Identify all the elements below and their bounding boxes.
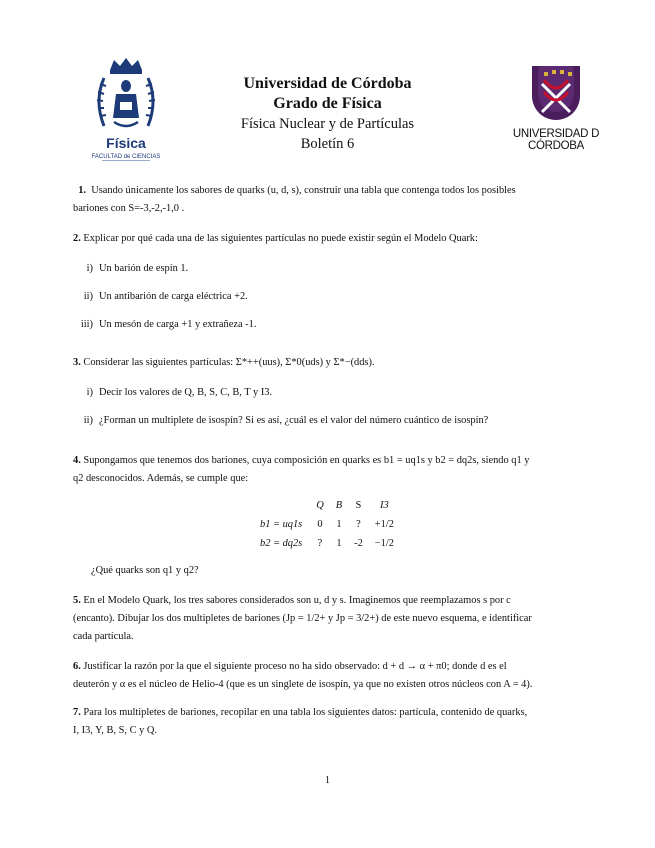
table-header-row [254,496,400,515]
page-number: 1 [324,775,331,786]
university-logo [486,66,626,152]
header-block [190,74,465,154]
table-row [254,534,400,553]
table-cell: 1 [336,519,342,530]
problem-2-item-1: i) Un barión de espín 1. [86,263,189,274]
table-cell: ? [356,519,361,530]
university-name: Universidad de Córdoba [243,75,412,92]
table-header: S [355,500,362,511]
problem-number: 3 [73,357,79,368]
problem-text-line: Supongamos que tenemos dos bariones, cuya composición en quarks es b1 = uq1s y b2 = dq2s, siendo q1 y [83,455,530,466]
course-name: Física Nuclear y de Partículas [240,116,415,132]
table-cell: 0 [317,519,323,530]
problem-3-item-1: i) Decir los valores de Q, B, S, C, B, T y I3. [86,387,273,398]
quantum-numbers-table [254,496,400,553]
problem-text-line: Justificar la razón por la que el siguiente proceso no ha sido observado: d + d → α + π0; donde d es el [83,661,507,672]
problem-6: 6. Justificar la razón por la que el siguiente proceso no ha sido observado: d + d → α + π0; donde d es el deuterón y α es el núcleo de Helio-4 (que es un singlete de isospín, ya que no existen otros núcleos con A = 4). [73,658,588,694]
problem-text-line: Explicar por qué cada una de las siguientes partículas no puede existir según el Modelo Quark: [83,233,478,244]
problem-number: 2 [73,233,79,244]
problem-number: 5 [73,595,79,606]
problem-text-line: Considerar las siguientes partículas: Σ*++(uus), Σ*0(uds) y Σ*−(dds). [83,357,375,368]
sheet-name: Boletín 6 [300,136,355,152]
problem-text-line: deuterón y α es el núcleo de Helio-4 (que es un singlete de isospín, ya que no existen otros núcleos con A = 4). [73,679,533,690]
problem-number: 6 [73,661,79,672]
problem-text-line: q2 desconocidos. Además, se cumple que: [73,473,249,484]
problem-number: 7 [73,707,79,718]
problem-4-question: ¿Qué quarks son q1 y q2? [91,565,199,576]
problem-4: 4. Supongamos que tenemos dos bariones, cuya composición en quarks es b1 = uq1s y b2 = dq2s, siendo q1 y q2 desconocidos. Además, se cumple que: [73,452,588,488]
table-cell: -2 [354,538,363,549]
faculty-logo-subword: FACULTAD de CIENCIAS [91,154,161,160]
problem-text-line: I, I3, Y, B, S, C y Q. [73,725,158,736]
table-header: B [335,500,343,511]
problem-2-item-3: iii) Un mesón de carga +1 y extrañeza -1. [80,319,257,330]
table-header: I3 [380,500,389,511]
problem-1: 1. Usando únicamente los sabores de quarks (u, d, s), construir una tabla que contenga todos los posibles bariones con S=-3,-2,-1,0 . [73,182,588,218]
faculty-logo [84,56,168,164]
problem-text-line: Para los multipletes de bariones, recopilar en una tabla los siguientes datos: partícula, contenido de quarks, [83,707,528,718]
table-row [254,515,400,534]
table-header: Q [316,500,324,511]
problem-3: 3. Considerar las siguientes partículas: Σ*++(uus), Σ*0(uds) y Σ*−(dds). [73,357,375,368]
problem-7: 7. Para los multipletes de bariones, recopilar en una tabla los siguientes datos: partícula, contenido de quarks, I, I3, Y, B, S, C y Q. [73,704,588,740]
problem-2: 2. Explicar por qué cada una de las siguientes partículas no puede existir según el Modelo Quark: [73,233,478,244]
row-label: b2 = dq2s [260,538,303,549]
table-cell: 1 [336,538,342,549]
faculty-crest-icon [84,56,168,164]
table-cell: +1/2 [374,519,394,530]
university-shield-icon [486,66,626,126]
problem-5: 5. En el Modelo Quark, los tres sabores considerados son u, d y s. Imaginemos que reemplazamos s por c (encanto). Dibujar los dos multipletes de bariones (Jp = 1/2+ y Jp = 3/2+) de este nuevo esquema, e identificar cada partícula. [73,592,588,646]
problem-2-item-2: ii) Un antibarión de carga eléctrica +2. [83,291,248,302]
row-label: b1 = uq1s [260,519,303,530]
problem-text-line: (encanto). Dibujar los dos multipletes de bariones (Jp = 1/2+ y Jp = 3/2+) de este nuevo esquema, e identificar [73,613,532,624]
degree-name: Grado de Física [273,95,382,112]
problem-text-line: En el Modelo Quark, los tres sabores considerados son u, d y s. Imaginemos que reemplazamos s por c [83,595,511,606]
table-cell: −1/2 [374,538,394,549]
problem-number: 4 [73,455,79,466]
problem-text-line: bariones con S=-3,-2,-1,0 . [73,203,185,214]
problem-3-item-2: ii) ¿Forman un multiplete de isospín? Si es así, ¿cuál es el valor del número cuántico de isospín? [83,415,489,426]
problem-number: 1 [78,185,84,196]
university-logo-word: UNIVERSIDAD D CÓRDOBA [512,128,600,152]
table-cell: ? [317,538,323,549]
problem-text-line: Usando únicamente los sabores de quarks (u, d, s), construir una tabla que contenga todos los posibles [91,185,516,196]
faculty-logo-word: Física [106,135,146,151]
problem-text-line: cada partícula. [73,631,134,642]
